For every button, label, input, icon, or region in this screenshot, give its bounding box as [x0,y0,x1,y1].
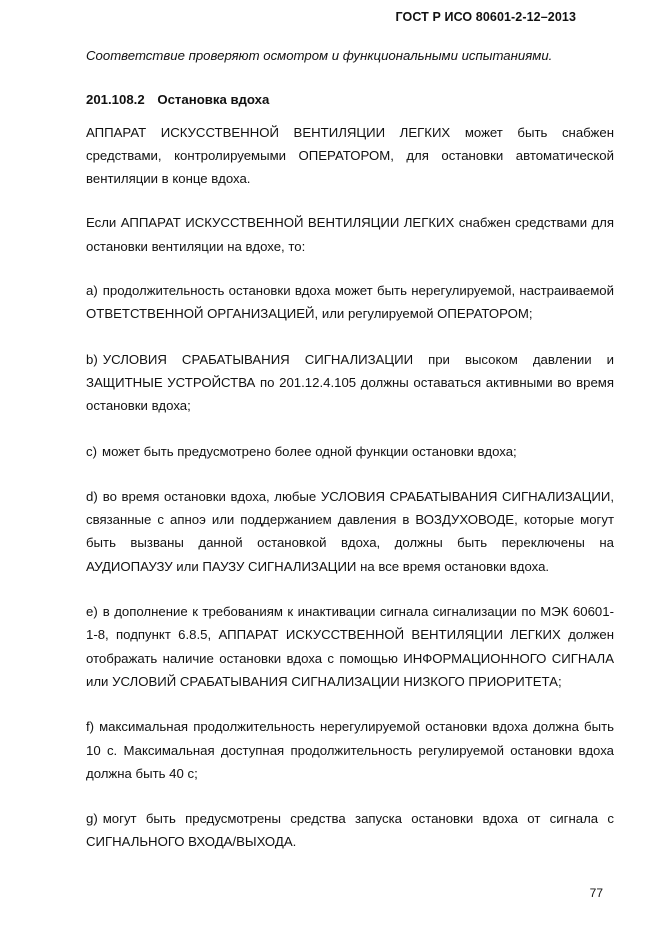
section-title: Остановка вдоха [157,92,270,108]
section-number: 201.108.2 [86,92,145,108]
list-item [86,440,614,463]
document-header: ГОСТ Р ИСО 80601-2-12–2013 [395,10,576,24]
list-marker: c) [86,443,97,459]
section-heading [86,88,614,111]
list-marker: g) [86,811,98,827]
list-item-text: может быть предусмотрено более одной функции остановки вдоха; [102,443,517,459]
list-marker: e) [86,604,98,620]
paragraph: АППАРАТ ИСКУССТВЕННОЙ ВЕНТИЛЯЦИИ ЛЕГКИХ может быть снабжен средствами, контролируемыми ОПЕРАТОРОМ, для остановки автоматической вентиляции в конце вдоха. [86,124,614,187]
list-item-text: продолжительность остановки вдоха может быть нерегулируемой, настраиваемой ОТВЕТСТВЕННОЙ ОРГАНИЗАЦИЕЙ, или регулируемой ОПЕРАТОРОМ; [86,283,614,322]
list-item [86,279,614,326]
list-marker: d) [86,488,98,504]
list-marker: f) [86,719,95,735]
list-marker: a) [86,283,98,299]
document-body [86,44,614,876]
list-marker: b) [86,351,98,367]
compliance-note: Соответствие проверяют осмотром и функциональными испытаниями. [86,48,553,63]
list-item [86,348,614,418]
page-number: 77 [589,886,603,900]
list-item [86,807,614,854]
paragraph: Если АППАРАТ ИСКУССТВЕННОЙ ВЕНТИЛЯЦИИ ЛЕГКИХ снабжен средствами для остановки вентиляции на вдохе, то: [86,215,614,254]
list-item-text: максимальная продолжительность нерегулируемой остановки вдоха должна быть 10 с. Максимальная доступная продолжительность регулируемой остановки вдоха должна быть 40 с; [86,719,614,781]
list-item [86,715,614,785]
list-item [86,485,614,578]
list-item-text: во время остановки вдоха, любые УСЛОВИЯ СРАБАТЫВАНИЯ СИГНАЛИЗАЦИИ, связанные с апноэ или поддержанием давления в ВОЗДУХОВОДЕ, которые могут быть вызваны данной остановкой вдоха, должны быть переключены на АУДИОПАУЗУ или ПАУЗУ СИГНАЛИЗАЦИИ на все время остановки вдоха. [86,488,614,574]
list-item-text: УСЛОВИЯ СРАБАТЫВАНИЯ СИГНАЛИЗАЦИИ при высоком давлении и ЗАЩИТНЫЕ УСТРОЙСТВА по 201.12.4.105 должны оставаться активными во время остановки вдоха; [86,351,614,414]
list-item [86,600,614,693]
list-item-text: могут быть предусмотрены средства запуска остановки вдоха от сигнала с СИГНАЛЬНОГО ВХОДА/ВЫХОДА. [86,811,614,850]
list-item-text: в дополнение к требованиям к инактивации сигнала сигнализации по МЭК 60601-1-8, подпункт 6.8.5, АППАРАТ ИСКУССТВЕННОЙ ВЕНТИЛЯЦИИ ЛЕГКИХ должен отображать наличие остановки вдоха с помощью ИНФОРМАЦИОННОГО СИГНАЛА или УСЛОВИЙ СРАБАТЫВАНИЯ СИГНАЛИЗАЦИИ НИЗКОГО ПРИОРИТЕТА; [86,604,614,689]
